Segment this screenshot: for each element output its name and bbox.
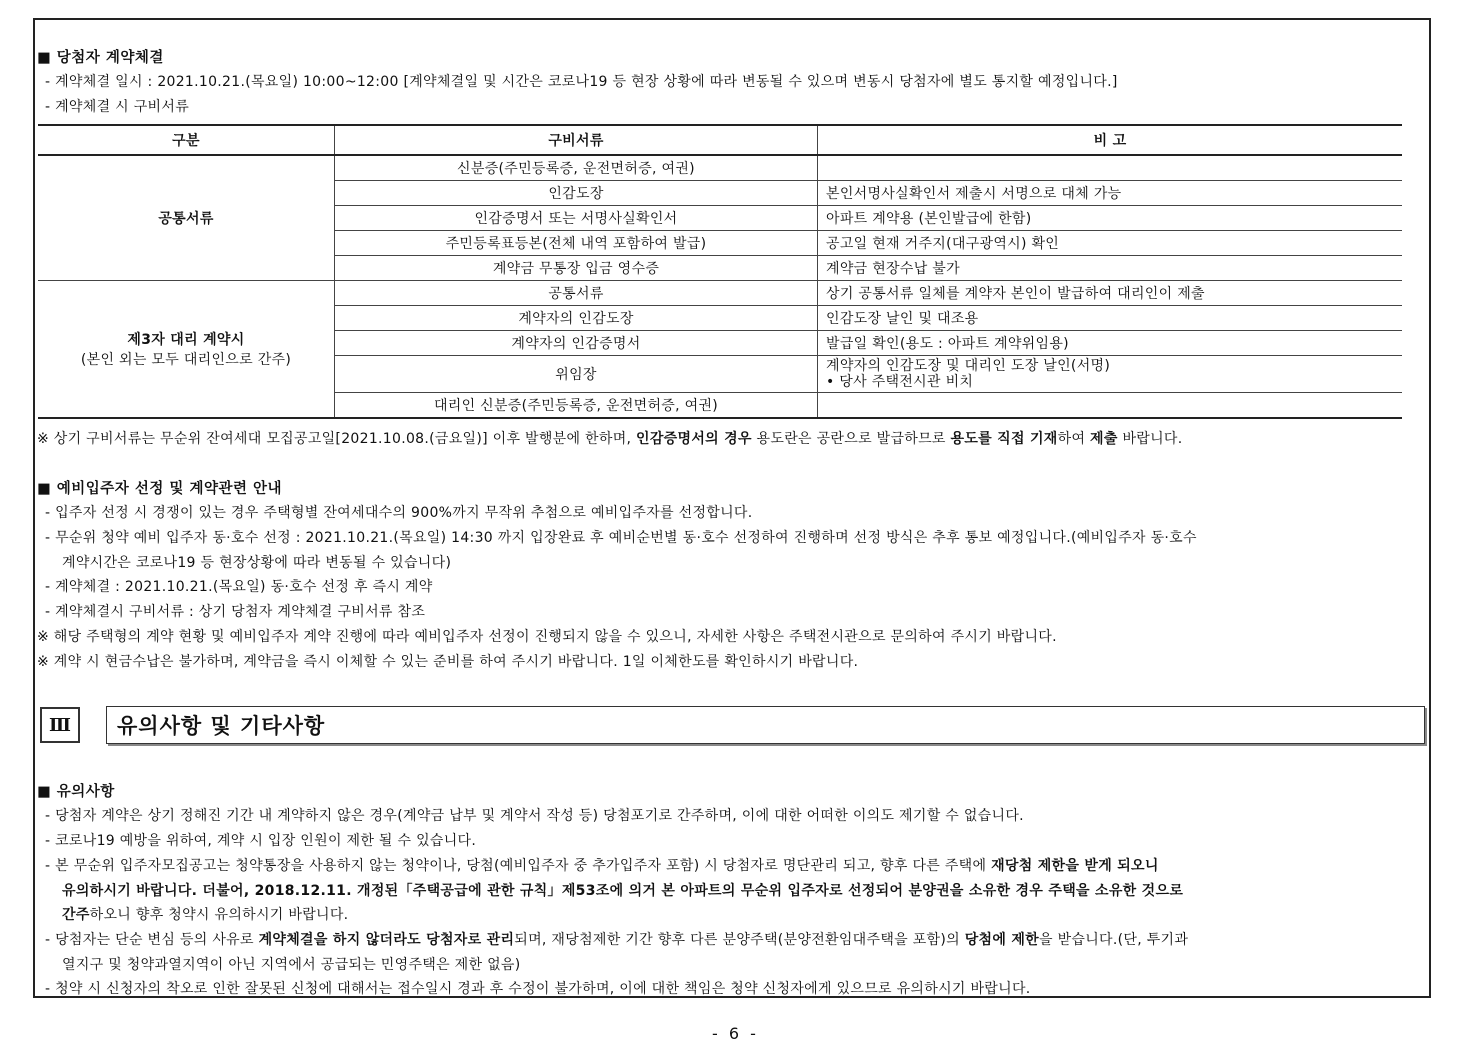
caution-bold: 계약체결을 하지 않더라도 당첨자로 관리	[258, 932, 515, 948]
note-text: 하여	[1057, 431, 1091, 447]
caution-line	[45, 855, 1159, 875]
section-heading-contract: ■ 당첨자 계약체결	[37, 50, 164, 66]
remark-line: 계약자의 인감도장 및 대리인 도장 날인(서명)	[826, 358, 1111, 374]
table-row	[38, 155, 1402, 181]
remark-cell	[818, 393, 1403, 419]
section-title-bar	[106, 706, 1425, 744]
doc-cell: 신분증(주민등록증, 운전면허증, 여권)	[335, 155, 818, 181]
caution-bold: 재당첨 제한을 받게 되오니	[991, 858, 1159, 874]
doc-cell: 계약자의 인감증명서	[335, 331, 818, 356]
page-number: - 6 -	[712, 1024, 759, 1043]
remark-line: • 당사 주택전시관 비치	[826, 374, 974, 390]
doc-cell: 위임장	[335, 356, 818, 393]
remark-cell: 공고일 현재 거주지(대구광역시) 확인	[818, 231, 1403, 256]
caution-line: - 코로나19 예방을 위하여, 계약 시 입장 인원이 제한 될 수 있습니다.	[45, 833, 477, 849]
group-proxy	[38, 281, 335, 419]
table-row	[38, 281, 1402, 306]
note-text: 용도란은 공란으로 발급하므로	[751, 431, 951, 447]
remark-cell: 인감도장 날인 및 대조용	[818, 306, 1403, 331]
caution-line	[45, 929, 1188, 949]
group-title-common: 공통서류	[38, 155, 335, 281]
remark-cell-multi	[818, 356, 1403, 393]
note-bold: 용도를 직접 기재	[950, 431, 1058, 447]
required-docs-line: - 계약체결 시 구비서류	[45, 99, 190, 115]
reserve-note: ※ 계약 시 현금수납은 불가하며, 계약금을 즉시 이체할 수 있는 준비를 하여 주시기 바랍니다. 1일 이체한도를 확인하시기 바랍니다.	[37, 654, 859, 670]
group-title-proxy: 제3자 대리 계약시	[127, 332, 245, 348]
header-documents: 구비서류	[335, 125, 818, 155]
remark-cell: 발급일 확인(용도 : 아파트 계약위임용)	[818, 331, 1403, 356]
reserve-line: - 계약체결 : 2021.10.21.(목요일) 동·호수 선정 후 즉시 계약	[45, 579, 433, 595]
caution-text: - 당첨자는 단순 변심 등의 사유로	[45, 932, 259, 948]
section-heading-reserve: ■ 예비입주자 선정 및 계약관련 안내	[37, 481, 283, 497]
doc-cell: 주민등록표등본(전체 내역 포함하여 발급)	[335, 231, 818, 256]
remark-cell: 상기 공통서류 일체를 계약자 본인이 발급하여 대리인이 제출	[818, 281, 1403, 306]
caution-text: 되며, 재당첨제한 기간 향후 다른 분양주택(분양전환임대주택을 포함)의	[514, 932, 965, 948]
doc-cell: 인감도장	[335, 181, 818, 206]
caution-line: - 당첨자 계약은 상기 정해진 기간 내 계약하지 않은 경우(계약금 납부 및 계약서 작성 등) 당첨포기로 간주하며, 이에 대한 어떠한 이의도 제기할 수 없습니다.	[45, 808, 1024, 824]
doc-cell: 대리인 신분증(주민등록증, 운전면허증, 여권)	[335, 393, 818, 419]
section-heading-cautions: ■ 유의사항	[37, 784, 115, 800]
note-bold: 인감증명서의 경우	[636, 431, 752, 447]
caution-line: - 청약 시 신청자의 착오로 인한 잘못된 신청에 대해서는 접수일시 경과 후 수정이 불가하며, 이에 대한 책임은 청약 신청자에게 있으므로 유의하시기 바랍니다.	[45, 981, 1031, 997]
caution-line: 열지구 및 청약과열지역이 아닌 지역에서 공급되는 민영주택은 제한 없음)	[62, 957, 521, 973]
caution-bold: 간주	[62, 907, 90, 923]
reserve-line: 계약시간은 코로나19 등 현장상황에 따라 변동될 수 있습니다)	[62, 555, 452, 571]
remark-cell	[818, 155, 1403, 181]
reserve-line: - 무순위 청약 예비 입주자 동·호수 선정 : 2021.10.21.(목요일) 14:30 까지 입장완료 후 예비순번별 동·호수 선정하여 진행하며 선정 방식은 추후 통보 예정입니다.(예비입주자 동·호수	[45, 530, 1197, 546]
reserve-line: - 계약체결시 구비서류 : 상기 당첨자 계약체결 구비서류 참조	[45, 604, 426, 620]
caution-bold: 당첨에 제한	[964, 932, 1039, 948]
note-text: ※ 상기 구비서류는 무순위 잔여세대 모집공고일[2021.10.08.(금요일)] 이후 발행분에 한하며,	[37, 431, 637, 447]
caution-text: 하오니 향후 청약시 유의하시기 바랍니다.	[89, 907, 349, 923]
header-remarks: 비 고	[818, 125, 1403, 155]
caution-text: 을 받습니다.(단, 투기과	[1039, 932, 1189, 948]
section-numeral-box: Ⅲ	[40, 707, 80, 743]
reserve-line: - 입주자 선정 시 경쟁이 있는 경우 주택형별 잔여세대수의 900%까지 무작위 추첨으로 예비입주자를 선정합니다.	[45, 505, 753, 521]
doc-cell: 계약금 무통장 입금 영수증	[335, 256, 818, 281]
header-category: 구분	[38, 125, 335, 155]
note-bold: 제출	[1090, 431, 1118, 447]
reserve-note: ※ 해당 주택형의 계약 현황 및 예비입주자 계약 진행에 따라 예비입주자 선정이 진행되지 않을 수 있으니, 자세한 사항은 주택전시관으로 문의하여 주시기 바랍니다.	[37, 629, 1057, 645]
doc-cell: 계약자의 인감도장	[335, 306, 818, 331]
contract-date-line: - 계약체결 일시 : 2021.10.21.(목요일) 10:00~12:00 [계약체결일 및 시간은 코로나19 등 현장 상황에 따라 변동될 수 있으며 변동시 당첨자에 별도 통지할 예정입니다.]	[45, 74, 1118, 90]
caution-text: - 본 무순위 입주자모집공고는 청약통장을 사용하지 않는 청약이나, 당첨(예비입주자 중 추가입주자 포함) 시 당첨자로 명단관리 되고, 향후 다른 주택에	[45, 858, 992, 874]
caution-line	[62, 904, 348, 924]
documents-note	[37, 428, 1183, 448]
doc-cell: 공통서류	[335, 281, 818, 306]
remark-cell: 아파트 계약용 (본인발급에 한함)	[818, 206, 1403, 231]
table-header-row	[38, 125, 1402, 155]
section-title: 유의사항 및 기타사항	[117, 714, 326, 738]
caution-line-bold: 유의하시기 바랍니다. 더불어, 2018.12.11. 개정된「주택공급에 관한 규칙」제53조에 의거 본 아파트의 무순위 입주자로 선정되어 분양권을 소유한 경우 주택을 소유한 것으로	[62, 883, 1184, 899]
doc-cell: 인감증명서 또는 서명사실확인서	[335, 206, 818, 231]
note-text: 바랍니다.	[1117, 431, 1183, 447]
required-documents-table	[38, 124, 1402, 419]
remark-cell: 본인서명사실확인서 제출시 서명으로 대체 가능	[818, 181, 1403, 206]
remark-cell: 계약금 현장수납 불가	[818, 256, 1403, 281]
group-subtitle-proxy: (본인 외는 모두 대리인으로 간주)	[80, 352, 292, 368]
